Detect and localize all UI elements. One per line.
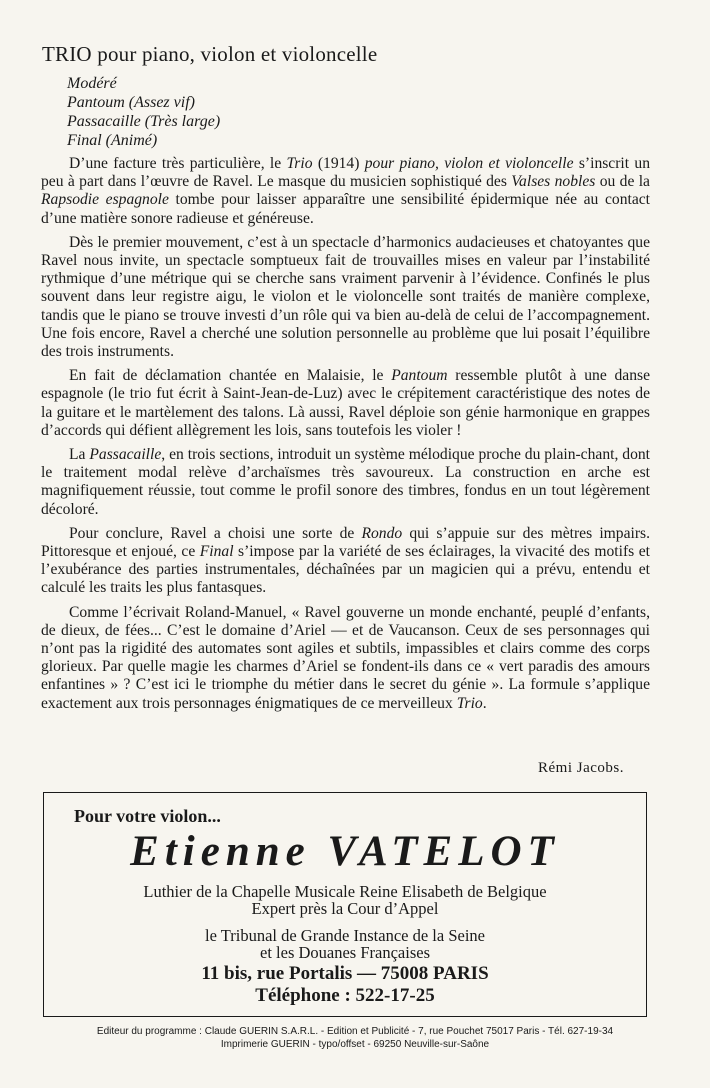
paragraph: La Passacaille, en trois sections, introduit un système mélodique proche du plain-chant, dont le traitement modal relève d’archaïsmes très savoureux. La construction en arche est magnifiquement réussie, tout comme le profil sonore des timbres, fondus en un tout légèrement décoloré. [41,446,650,518]
ad-phone: Téléphone : 522-17-25 [255,985,435,1006]
paragraph: En fait de déclamation chantée en Malaisie, le Pantoum ressemble plutôt à une danse espagnole (le trio fut écrit à Saint-Jean-de-Luz) avec le crépitement caractéristique des notes de la guitare et le martèlement des talons. Là aussi, Ravel déploie son génie harmonique en grappes d’accords qui défient allègrement les lois, sans toutefois les violer ! [41,367,650,439]
ad-address: 11 bis, rue Portalis — 75008 PARIS [201,963,489,984]
footer-line: Editeur du programme : Claude GUERIN S.A.R.L. - Edition et Publicité - 7, rue Pouchet 75017 Paris - Tél. 627-19-34 [96,1026,614,1037]
ad-brand-name: Etienne VATELOT [130,828,560,875]
movement-list [67,74,220,150]
paragraph: Pour conclure, Ravel a choisi une sorte de Rondo qui s’appuie sur des mètres impairs. Pittoresque et enjoué, ce Final s’impose par la variété de ses éclairages, la vivacité des motifs et l’exubérance des parties instrumentales, déchaînées par un magicien qui a prévu, entendu et calculé les traits les plus fantasques. [41,524,650,597]
movement-item: Modéré [67,75,117,92]
paragraph: D’une facture très particulière, le Trio (1914) pour piano, violon et violoncelle s’inscrit un peu à part dans l’œuvre de Ravel. Le masque du musicien sophistiqué des Valses nobles ou de la Rapsodie espagnole tombe pour laisser apparaître une sensibilité épidermique née au contact d’une matière sonore radieuse et généreuse. [41,155,651,227]
movement-item: Pantoum (Assez vif) [67,94,195,111]
advertisement [43,792,647,1017]
paragraph: Comme l’écrivait Roland-Manuel, « Ravel gouverne un monde enchanté, peuplé d’enfants, de dieux, de fées... C’est le domaine d’Ariel — et de Vaucanson. Ceux de ses personnages qui n’ont pas la rigidité des automates sont agiles et subtils, impassibles et clairs comme des corps glorieux. Par quelle magie les charmes d’Ariel se fondent-ils dans ce « vert paradis des amours enfantines » ? C’est ici le triomphe du métier dans le secret du génie ». La formule s’applique exactement aux trois personnages énigmatiques de ce merveilleux Trio. [41,603,650,712]
movement-item: Passacaille (Très large) [67,113,221,130]
ad-contact [44,963,646,1007]
ad-line: Expert près la Cour d’Appel [251,899,439,918]
movement-item: Final (Animé) [67,132,158,149]
program-notes [41,155,650,719]
ad-description [44,883,646,961]
ad-line: et les Douanes Françaises [260,943,430,962]
publisher-footer [45,1025,665,1051]
ad-line: le Tribunal de Grande Instance de la Seine [205,926,485,945]
author-signature: Rémi Jacobs. [538,760,624,776]
paragraph: Dès le premier mouvement, c’est à un spectacle d’harmonics audacieuses et chatoyantes que Ravel nous invite, un spectacle somptueux fait de trouvailles mises en valeur par l’instabilité rythmique d’une métrique qui se cherche sans vraiment parvenir à l’évidence. Confinés le plus souvent dans leur registre aigu, le violon et le violoncelle sont traités de manière complexe, tandis que le piano se trouve investi d’un rôle qui va bien au-delà de celui de l’accompagnement. Une fois encore, Ravel a cherché une solution personnelle au problème que lui posait l’équilibre des trois instruments. [41,233,650,361]
ad-lead: Pour votre violon... [74,806,221,826]
footer-line: Imprimerie GUERIN - typo/offset - 69250 Neuville-sur-Saône [220,1039,490,1050]
piece-title: TRIO pour piano, violon et violoncelle [42,42,378,66]
ad-line: Luthier de la Chapelle Musicale Reine Elisabeth de Belgique [143,882,547,901]
